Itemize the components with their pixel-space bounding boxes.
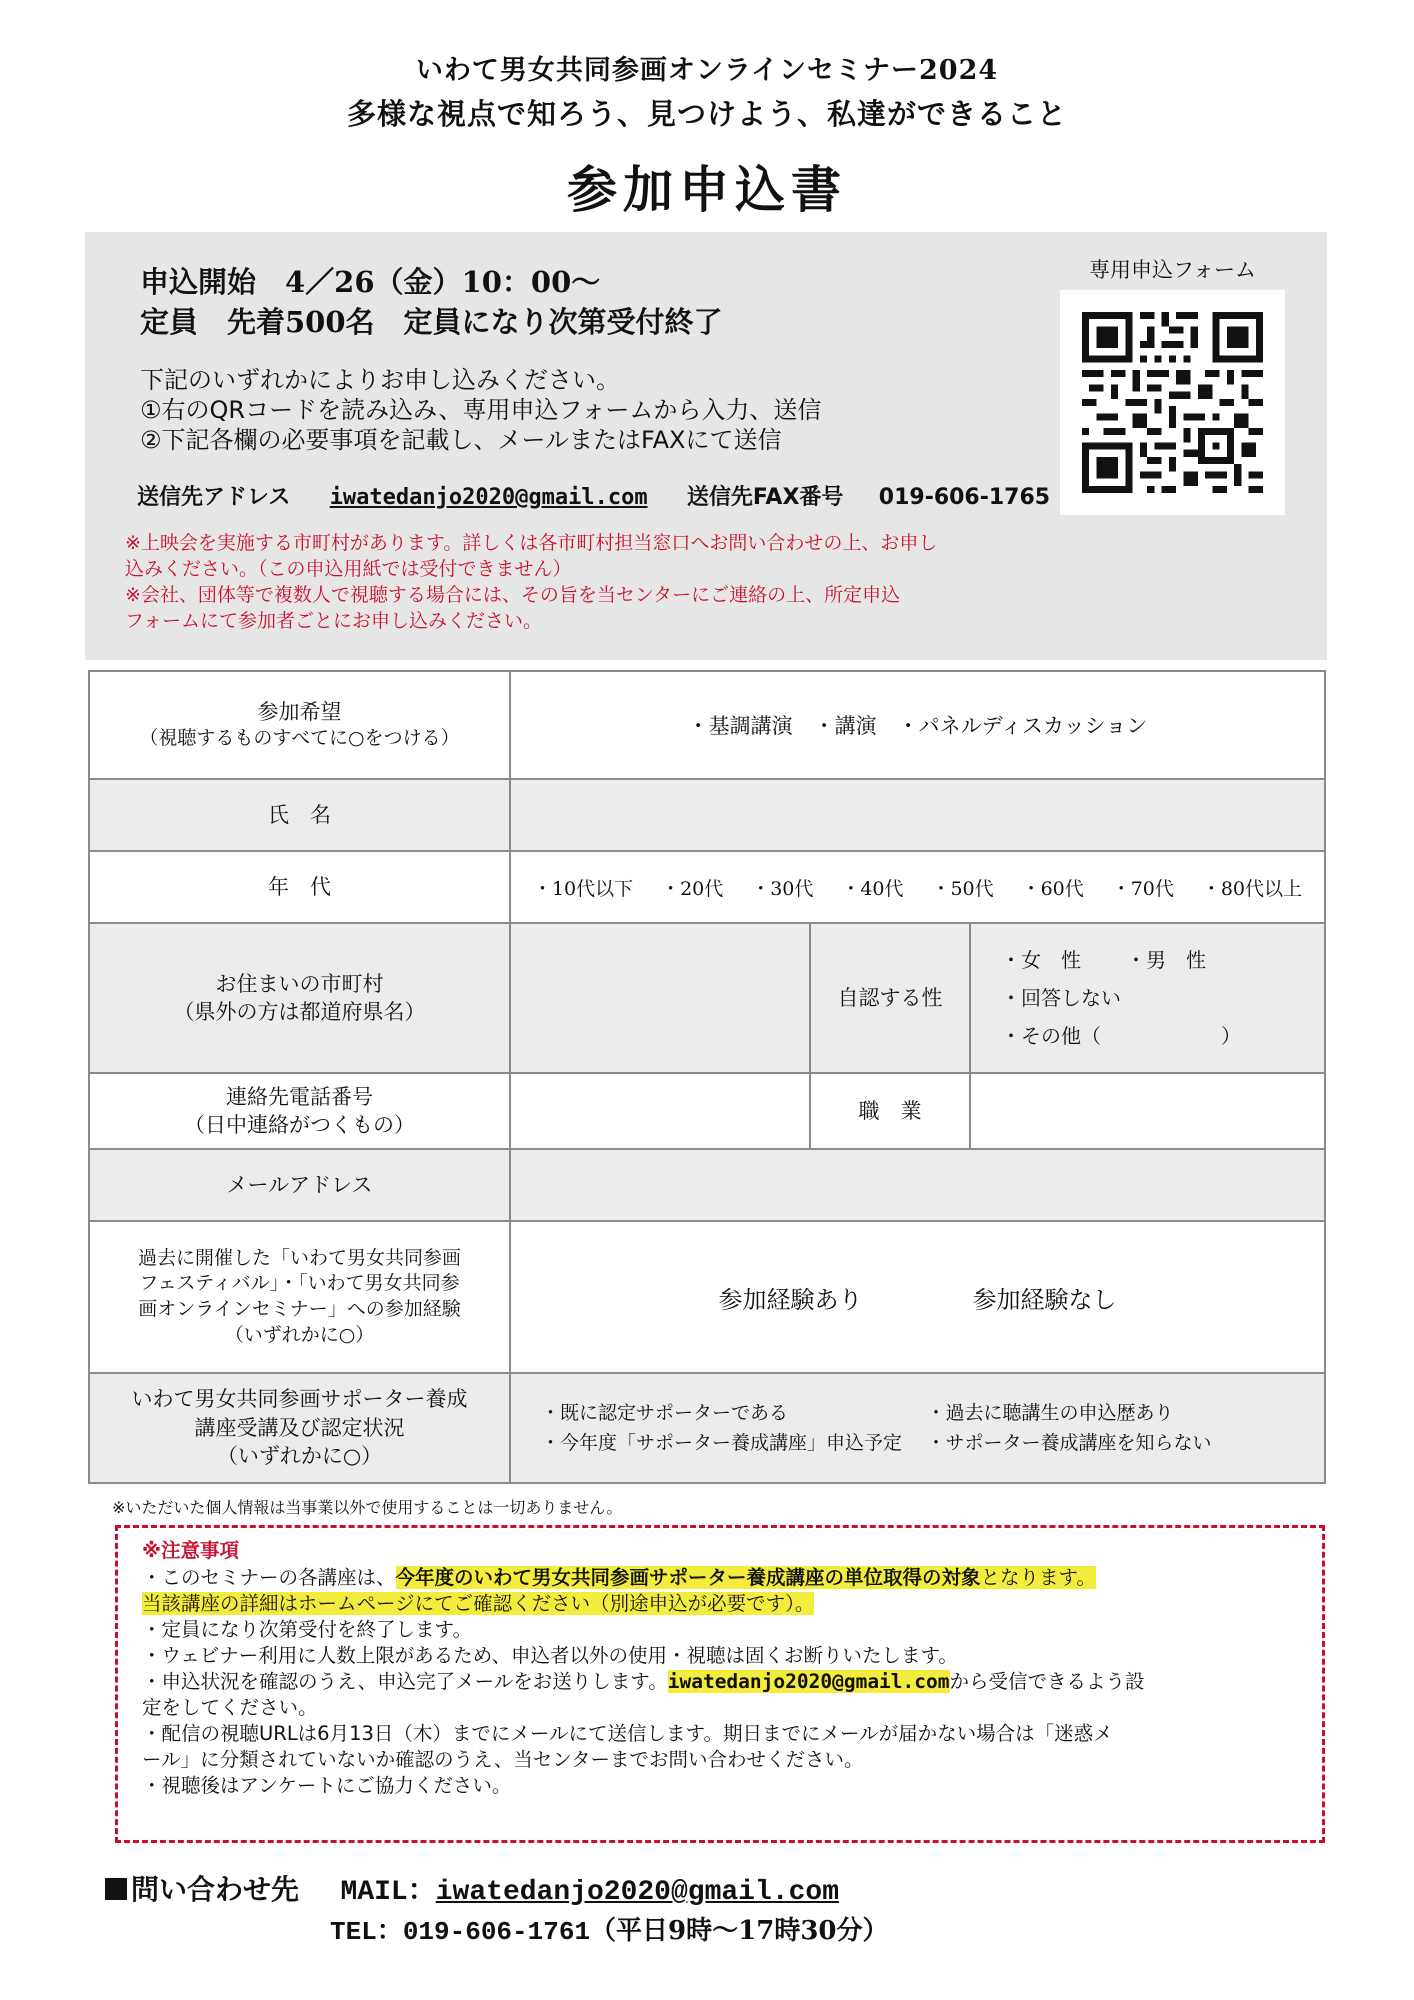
notice-text: から受信できるよう設 — [949, 1670, 1145, 1693]
seminar-title: いわて男女共同参画オンラインセミナー2024 — [415, 55, 999, 86]
job-label: 職 業 — [810, 1073, 970, 1149]
send-address-label: 送信先アドレス — [137, 485, 291, 510]
past-experience-label: 画オンラインセミナー」への参加経験 — [138, 1298, 461, 1320]
residence-sublabel: （県外の方は都道府県名） — [173, 1000, 426, 1024]
gender-option-no-answer[interactable]: ・回答しない — [1001, 986, 1121, 1010]
contact-tel-prefix: TEL： — [330, 1917, 403, 1947]
age-option[interactable]: ・50代 — [931, 877, 994, 900]
past-experience-label: 過去に開催した「いわて男女共同参画 — [137, 1246, 461, 1269]
residence-field[interactable] — [510, 923, 810, 1073]
form-row-email — [89, 1149, 1325, 1221]
phone-field[interactable] — [510, 1073, 810, 1149]
age-option[interactable]: ・40代 — [841, 877, 904, 900]
age-label: 年 代 — [89, 851, 510, 923]
notice-line: ール」に分類されていないか確認のうえ、当センターまでお問い合わせください。 — [142, 1748, 864, 1771]
past-experience-yes[interactable]: 参加経験あり — [718, 1285, 863, 1314]
residence-label-cell — [89, 923, 510, 1073]
notice-highlight: 今年度のいわて男女共同参画サポーター養成講座の単位取得の対象 — [395, 1566, 981, 1589]
supporter-label: （いずれかに○） — [216, 1444, 383, 1469]
supporter-option[interactable]: ・サポーター養成講座を知らない — [926, 1432, 1212, 1454]
age-option[interactable]: ・60代 — [1021, 877, 1084, 900]
email-field[interactable] — [510, 1149, 1325, 1221]
supporter-option[interactable]: ・既に認定サポーターである — [541, 1402, 789, 1424]
send-destination — [137, 480, 1050, 511]
contact-mail-line — [105, 1868, 839, 1908]
name-field[interactable] — [510, 779, 1325, 851]
notice-email-link[interactable]: iwatedanjo2020@gmail.com — [667, 1670, 950, 1693]
supporter-options-cell — [510, 1373, 1325, 1483]
residence-label: お住まいの市町村 — [215, 971, 384, 996]
age-options-cell — [510, 851, 1325, 923]
age-option[interactable]: ・30代 — [751, 877, 814, 900]
form-row-past-experience — [89, 1221, 1325, 1373]
phone-label: 連絡先電話番号 — [226, 1084, 373, 1109]
email-label: メールアドレス — [89, 1149, 510, 1221]
past-experience-label-cell — [89, 1221, 510, 1373]
supporter-option[interactable]: ・今年度「サポーター養成講座」申込予定 — [541, 1432, 903, 1454]
participation-options[interactable]: ・基調講演 ・講演 ・パネルディスカッション — [510, 671, 1325, 779]
past-experience-label: フェスティバル」・「いわて男女共同参 — [139, 1272, 460, 1295]
participation-label: 参加希望 — [257, 700, 342, 724]
warning-line: フォームにて参加者ごとにお申し込みください。 — [125, 610, 543, 632]
name-label: 氏 名 — [89, 779, 510, 851]
notice-highlight: 当該講座の詳細はホームページにてご確認ください（別途申込が必要です）。 — [142, 1592, 815, 1615]
age-option[interactable]: ・20代 — [661, 877, 724, 900]
form-row-phone — [89, 1073, 1325, 1149]
past-experience-no[interactable]: 参加経験なし — [972, 1285, 1117, 1314]
notice-line: ・ウェビナー利用に人数上限があるため、申込者以外の使用・視聴は固くお断りいたします。 — [142, 1644, 958, 1667]
notice-line: ・配信の視聴URLは6月13日（木）までにメールにて送信します。期日までにメールが届かない場合は「迷惑メ — [142, 1722, 1113, 1745]
past-experience-options-cell — [510, 1221, 1325, 1373]
supporter-option[interactable]: ・過去に聴講生の申込歴あり — [926, 1402, 1174, 1424]
notice-line — [142, 1669, 1145, 1695]
supporter-label: いわて男女共同参画サポーター養成 — [131, 1387, 468, 1412]
phone-label-cell — [89, 1073, 510, 1149]
past-experience-label: （いずれかに○） — [224, 1323, 375, 1346]
participation-label-cell — [89, 671, 510, 779]
warning-line: ※会社、団体等で複数人で視聴する場合には、その旨を当センターにご連絡の上、所定申込 — [125, 584, 901, 606]
form-row-participation — [89, 671, 1325, 779]
gender-options-cell — [970, 923, 1325, 1073]
warning-line: ※上映会を実施する市町村があります。詳しくは各市町村担当窓口へお問い合わせの上、お申し — [125, 532, 938, 554]
privacy-note: ※いただいた個人情報は当事業以外で使用することは一切ありません。 — [112, 1498, 623, 1517]
notice-line — [142, 1565, 1096, 1591]
send-fax-number: 019-606-1765 — [878, 485, 1051, 510]
notice-text: ・このセミナーの各講座は、 — [142, 1566, 396, 1589]
contact-mail-prefix: MAIL： — [340, 1877, 436, 1908]
age-option[interactable]: ・70代 — [1111, 877, 1174, 900]
notice-text: ・申込状況を確認のうえ、申込完了メールをお送りします。 — [142, 1670, 668, 1693]
age-option[interactable]: ・80代以上 — [1201, 877, 1303, 900]
notice-heading: ※注意事項 — [142, 1539, 239, 1562]
contact-tel-line — [330, 1910, 889, 1947]
notice-line: 定をしてください。 — [142, 1696, 318, 1719]
send-address-link[interactable]: iwatedanjo2020@gmail.com — [329, 485, 648, 510]
age-option[interactable]: ・10代以下 — [532, 877, 634, 900]
supporter-label: 講座受講及び認定状況 — [194, 1415, 405, 1440]
instruction-line: 下記のいずれかによりお申し込みください。 — [140, 366, 620, 394]
gender-option-male[interactable]: ・男 性 — [1126, 948, 1206, 972]
form-row-name — [89, 779, 1325, 851]
form-row-residence — [89, 923, 1325, 1073]
gender-option-other[interactable]: ・その他（ ） — [1001, 1024, 1241, 1048]
contact-mail-link[interactable]: iwatedanjo2020@gmail.com — [435, 1877, 839, 1908]
instruction-line: ②下記各欄の必要事項を記載し、メールまたはFAXにて送信 — [140, 426, 782, 454]
notice-line — [142, 1591, 814, 1617]
gender-option-female[interactable]: ・女 性 — [1001, 948, 1081, 972]
qr-code-icon — [1082, 312, 1263, 493]
warning-line: 込みください。（この申込用紙では受付できません） — [125, 558, 572, 580]
seminar-subtitle: 多様な視点で知ろう、見つけよう、私達ができること — [346, 97, 1067, 131]
qr-code[interactable] — [1060, 290, 1285, 515]
application-form-table — [88, 670, 1326, 1484]
participation-sublabel: （視聴するものすべてに○をつける） — [139, 727, 460, 750]
contact-label: 問い合わせ先 — [131, 1873, 300, 1906]
contact-tel-note: （平日9時～17時30分） — [590, 1916, 889, 1946]
page-title: 参加申込書 — [567, 160, 847, 219]
notice-box — [115, 1525, 1325, 1843]
job-field[interactable] — [970, 1073, 1325, 1149]
notice-highlight: となります。 — [980, 1566, 1096, 1589]
contact-tel: 019-606-1761 — [402, 1917, 591, 1947]
send-fax-label: 送信先FAX番号 — [686, 485, 844, 510]
application-info-box — [85, 232, 1327, 660]
square-bullet-icon — [105, 1878, 127, 1900]
application-start: 申込開始 4／26（金）10：00～ — [140, 265, 601, 299]
gender-label: 自認する性 — [810, 923, 970, 1073]
instruction-line: ①右のQRコードを読み込み、専用申込フォームから入力、送信 — [140, 396, 822, 424]
notice-line: ・視聴後はアンケートにご協力ください。 — [142, 1774, 512, 1797]
supporter-label-cell — [89, 1373, 510, 1483]
qr-form-label: 専用申込フォーム — [1089, 258, 1256, 282]
phone-sublabel: （日中連絡がつくもの） — [184, 1113, 415, 1137]
notice-line: ・定員になり次第受付を終了します。 — [142, 1618, 472, 1641]
form-row-supporter — [89, 1373, 1325, 1483]
capacity-note: 定員 先着500名 定員になり次第受付終了 — [140, 305, 723, 339]
form-row-age — [89, 851, 1325, 923]
